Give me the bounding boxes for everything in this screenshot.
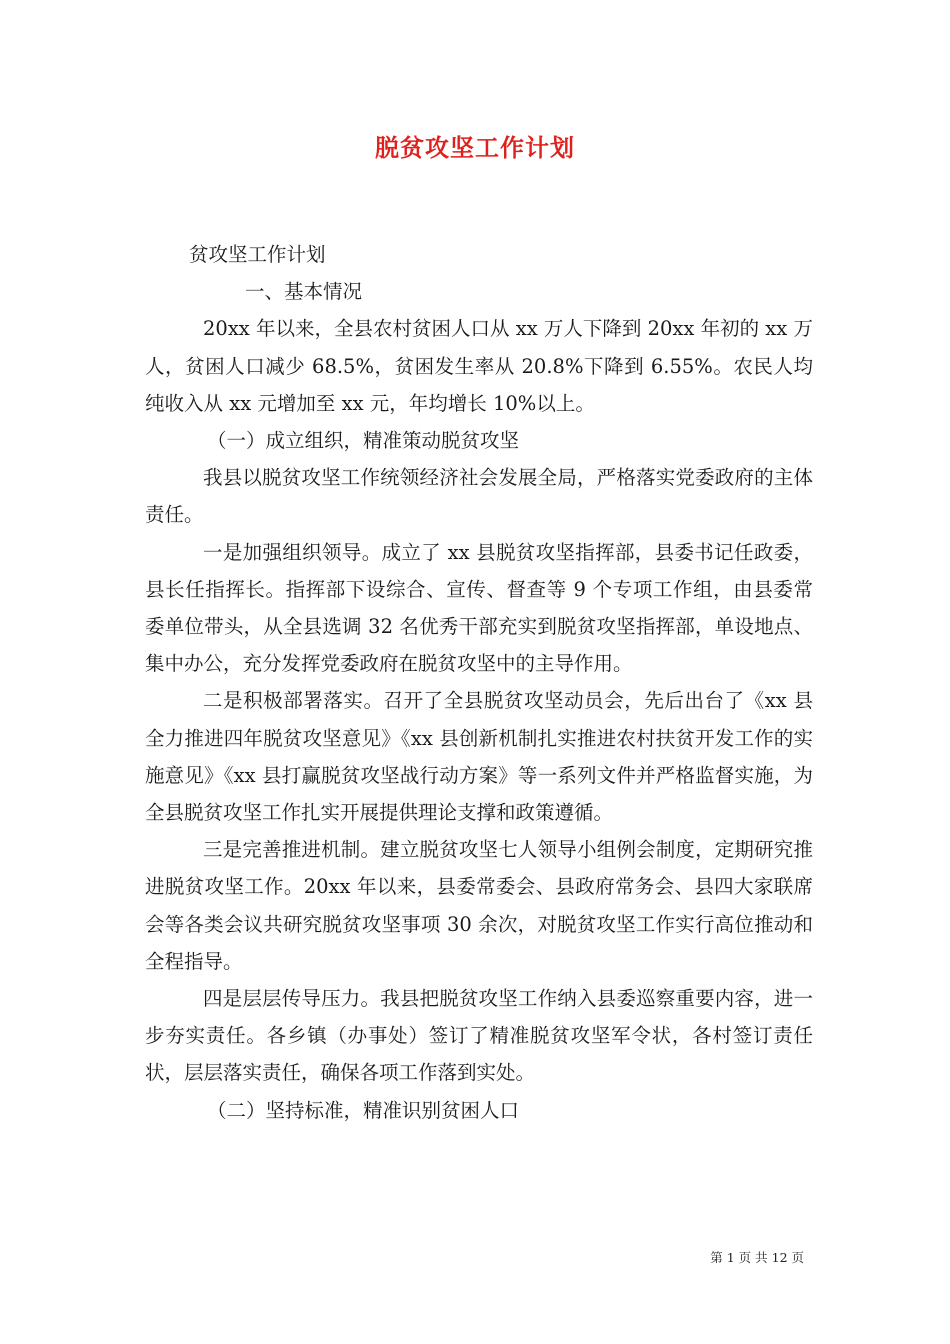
page-number-footer: 第 1 页 共 12 页 [710,1250,804,1265]
paragraph-overview: 20xx 年以来，全县农村贫困人口从 xx 万人下降到 20xx 年初的 xx 万人，贫困人口减少 68.5%，贫困发生率从 20.8%下降到 6.55%。农民人均纯收入从 xx 元增加至 xx 元，年均增长 10%以上。 [145,317,813,415]
subsection-heading-1: （一）成立组织，精准策动脱贫攻坚 [207,429,520,453]
paragraph-pressure: 四是层层传导压力。我县把脱贫攻坚工作纳入县委巡察重要内容，进一步夯实责任。各乡镇（办事处）签订了精准脱贫攻坚军令状，各村签订责任状，层层落实责任，确保各项工作落到实处。 [145,987,813,1085]
section-heading-basic-situation: 一、基本情况 [245,280,363,304]
paragraph-mechanism: 三是完善推进机制。建立脱贫攻坚七人领导小组例会制度，定期研究推进脱贫攻坚工作。20xx 年以来，县委常委会、县政府常务会、县四大家联席会等各类会议共研究脱贫攻坚事项 30 余次，对脱贫攻坚工作实行高位推动和全程指导。 [145,838,813,973]
paragraph-organization: 一是加强组织领导。成立了 xx 县脱贫攻坚指挥部，县委书记任政委，县长任指挥长。指挥部下设综合、宣传、督查等 9 个专项工作组，由县委常委单位带头，从全县选调 32 名优秀干部充实到脱贫攻坚指挥部，单设地点、集中办公，充分发挥党委政府在脱贫攻坚中的主导作用。 [145,540,813,676]
paragraph-subtitle: 贫攻坚工作计划 [189,243,326,266]
paragraph-responsibility: 我县以脱贫攻坚工作统领经济社会发展全局，严格落实党委政府的主体责任。 [145,466,813,527]
document-body [145,236,813,1129]
document-title: 脱贫攻坚工作计划 [375,133,575,162]
subsection-heading-2: （二）坚持标准，精准识别贫困人口 [207,1098,520,1122]
paragraph-deployment: 二是积极部署落实。召开了全县脱贫攻坚动员会，先后出台了《xx 县全力推进四年脱贫攻坚意见》《xx 县创新机制扎实推进农村扶贫开发工作的实施意见》《xx 县打赢脱贫攻坚战行动方案》等一系列文件并严格监督实施，为全县脱贫攻坚工作扎实开展提供理论支撑和政策遵循。 [145,689,813,825]
